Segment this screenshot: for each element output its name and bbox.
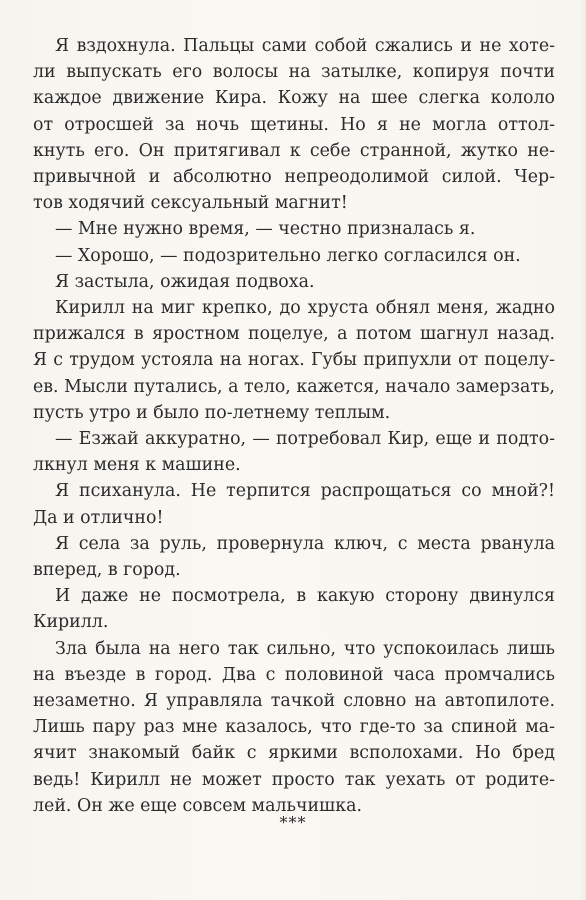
text-line: ев. Мысли путались, а тело, кажется, начало замерзать, <box>33 376 555 397</box>
text-line: лей. Он же еще совсем мальчишка. <box>33 795 362 816</box>
text-line: лкнул меня к машине. <box>33 455 241 476</box>
text-line: ячит знакомый байк с яркими всполохами. Но бред <box>33 743 555 764</box>
paragraph <box>33 33 555 216</box>
text-line: на въезде в город. Два с половиной часа промчались <box>33 664 555 685</box>
text-line: вперед, в город. <box>33 560 181 581</box>
text-line: кнуть его. Он притягивал к себе странной, жутко не- <box>33 140 555 161</box>
text-line: Кирилл. <box>33 612 109 633</box>
paragraph <box>33 243 555 269</box>
page-edge-shadow <box>580 0 586 900</box>
text-line: незаметно. Я управляла тачкой словно на автопилоте. <box>33 691 555 712</box>
paragraph <box>33 216 555 242</box>
paragraph <box>33 636 555 819</box>
text-line: Я психанула. Не терпится распрощаться со мной?! <box>55 481 555 502</box>
paragraph <box>33 531 555 583</box>
paragraph <box>33 295 555 426</box>
text-line: ведь! Кирилл не может просто так уехать от родите- <box>33 769 555 790</box>
text-line: Я с трудом устояла на ногах. Губы припухли от поцелу- <box>33 350 555 371</box>
text-line: Да и отлично! <box>33 507 164 528</box>
text-line: тов ходячий сексуальный магнит! <box>33 193 348 214</box>
text-line: И даже не посмотрела, в какую сторону двинулся <box>55 586 555 607</box>
text-line: привычной и абсолютно непреодолимой силой. Чер- <box>33 167 555 188</box>
page-body-text <box>33 33 555 819</box>
text-line: прижался в яростном поцелуе, а потом шагнул назад. <box>33 324 555 345</box>
paragraph <box>33 269 555 295</box>
text-line: пусть утро и было по-летнему теплым. <box>33 402 391 423</box>
text-line: Лишь пару раз мне казалось, что где-то за спиной ма- <box>33 717 555 738</box>
text-line: Я села за руль, провернула ключ, с места рванула <box>55 533 555 554</box>
section-separator: *** <box>279 813 307 832</box>
paragraph <box>33 478 555 530</box>
text-line: Кирилл на миг крепко, до хруста обнял меня, жадно <box>55 298 555 319</box>
paragraph <box>33 426 555 478</box>
text-line: — Мне нужно время, — честно призналась я. <box>55 219 476 240</box>
text-line: от отросшей за ночь щетины. Но я не могла оттол- <box>33 114 555 135</box>
text-line: — Езжай аккуратно, — потребовал Кир, еще и подто- <box>55 429 555 450</box>
paragraph <box>33 583 555 635</box>
text-line: Я вздохнула. Пальцы сами собой сжались и не хоте- <box>55 36 555 56</box>
text-line: — Хорошо, — подозрительно легко согласился он. <box>55 245 521 266</box>
text-line: Я застыла, ожидая подвоха. <box>55 271 315 292</box>
text-line: ли выпускать его волосы на затылке, копируя почти <box>33 62 555 83</box>
text-line: каждое движение Кира. Кожу на шее слегка кололо <box>33 88 555 109</box>
text-line: Зла была на него так сильно, что успокоилась лишь <box>55 638 555 659</box>
